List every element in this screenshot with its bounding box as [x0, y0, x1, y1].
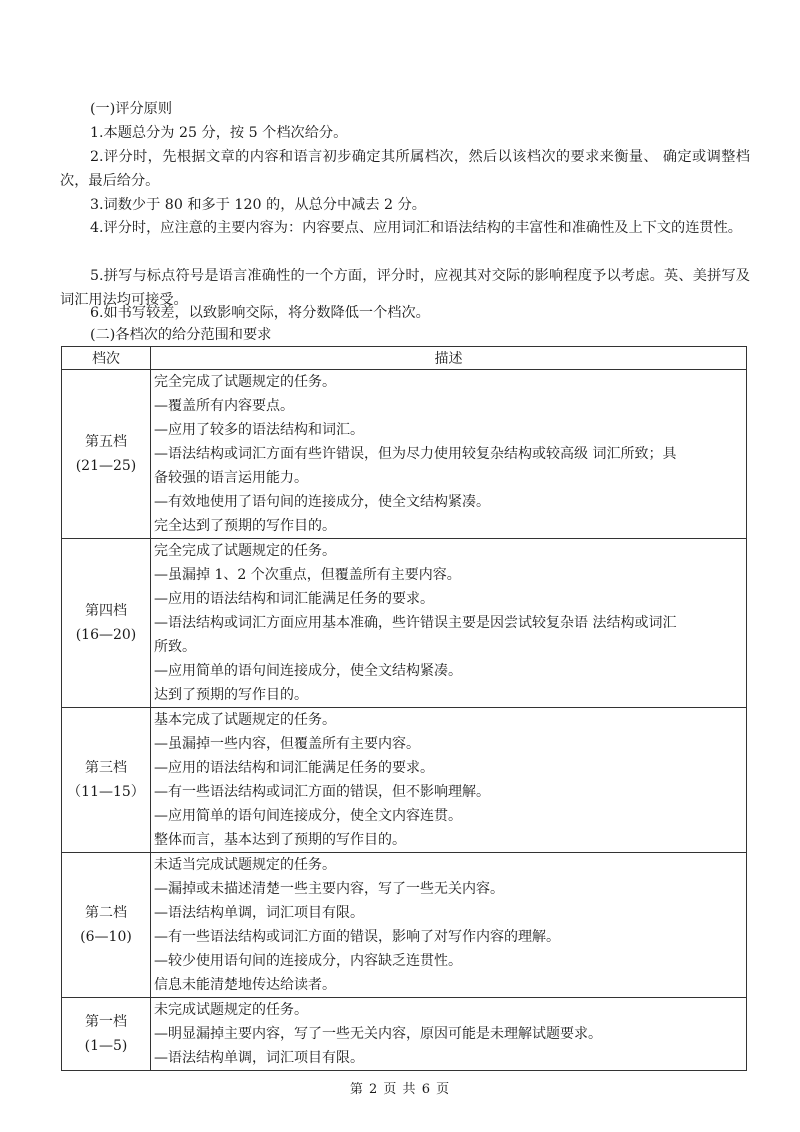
description-line: —语法结构或词汇方面有些许错误，但为尽力使用较复杂结构或较高级 词汇所致；具: [154, 446, 677, 462]
grade-cell: [62, 370, 151, 539]
grade-name: 第四档: [85, 603, 127, 619]
grade-range: （11—15）: [67, 784, 145, 800]
description-line: 完全达到了预期的写作目的。: [154, 518, 336, 534]
grade-cell: [62, 998, 151, 1071]
description-line: —应用了较多的语法结构和词汇。: [154, 422, 364, 438]
table-row: [62, 853, 747, 998]
description-line: —明显漏掉主要内容，写了一些无关内容，原因可能是未理解试题要求。: [154, 1026, 602, 1042]
description-line: 所致。: [154, 639, 196, 655]
description-line: —应用的语法结构和词汇能满足任务的要求。: [154, 760, 434, 776]
description-line: 备较强的语言运用能力。: [154, 470, 308, 486]
table-row: [62, 539, 747, 708]
description-line: —应用简单的语句间连接成分，使全文内容连贯。: [154, 808, 462, 824]
principle-3: 3.词数少于 80 和多于 120 的，从总分中减去 2 分。: [90, 197, 426, 213]
description-line: —虽漏掉 1、2 个次重点，但覆盖所有主要内容。: [154, 567, 461, 583]
header-description: 描述: [151, 347, 747, 370]
grade-cell: [62, 539, 151, 708]
description-line: 基本完成了试题规定的任务。: [154, 712, 336, 728]
description-line: —应用的语法结构和词汇能满足任务的要求。: [154, 591, 434, 607]
description-line: —语法结构单调，词汇项目有限。: [154, 1050, 364, 1066]
principle-6: 6.如书写较差，以致影响交际，将分数降低一个档次。: [90, 305, 430, 321]
description-cell: [151, 708, 747, 853]
description-line: —覆盖所有内容要点。: [154, 398, 294, 414]
principle-1: 1.本题总分为 25 分，按 5 个档次给分。: [90, 125, 348, 141]
header-grade: 档次: [62, 347, 151, 370]
grade-range: (6—10): [80, 929, 132, 945]
section-title-grade-ranges: (二)各档次的给分范围和要求: [90, 327, 272, 343]
grade-range: (21—25): [75, 458, 137, 474]
description-cell: [151, 853, 747, 998]
grading-table: [61, 346, 747, 1071]
grade-name: 第二档: [85, 905, 127, 921]
description-cell: [151, 539, 747, 708]
page-footer: 第 2 页 共 6 页: [349, 1082, 451, 1097]
description-line: 未完成试题规定的任务。: [154, 1002, 308, 1018]
section-title-scoring-principles: (一)评分原则: [90, 101, 173, 117]
description-line: 完全完成了试题规定的任务。: [154, 543, 336, 559]
description-line: —漏掉或未描述清楚一些主要内容，写了一些无关内容。: [154, 881, 504, 897]
description-line: —有效地使用了语句间的连接成分，使全文结构紧凑。: [154, 494, 490, 510]
grade-name: 第一档: [85, 1014, 127, 1030]
grade-name: 第五档: [85, 434, 127, 450]
table-row: [62, 708, 747, 853]
description-line: —较少使用语句间的连接成分，内容缺乏连贯性。: [154, 953, 462, 969]
description-line: 整体而言，基本达到了预期的写作目的。: [154, 832, 406, 848]
description-cell: [151, 998, 747, 1071]
grade-name: 第三档: [85, 760, 127, 776]
principle-2: 2.评分时，先根据文章的内容和语言初步确定其所属档次，然后以该档次的要求来衡量、 确定或调整档次，最后给分。: [60, 149, 750, 189]
description-line: —应用简单的语句间连接成分，使全文结构紧凑。: [154, 663, 462, 679]
principle-5: 5.拼写与标点符号是语言准确性的一个方面，评分时，应视其对交际的影响程度予以考虑。英、美拼写及词汇用法均可接受。: [60, 268, 750, 308]
principle-4: 4.评分时，应注意的主要内容为：内容要点、应用词汇和语法结构的丰富性和准确性及上下文的连贯性。: [90, 220, 742, 236]
description-line: —语法结构或词汇方面应用基本准确，些许错误主要是因尝试较复杂语 法结构或词汇: [154, 615, 677, 631]
table-row: [62, 998, 747, 1071]
grade-range: (1—5): [84, 1038, 128, 1054]
description-line: 信息未能清楚地传达给读者。: [154, 977, 336, 993]
description-line: 完全完成了试题规定的任务。: [154, 374, 336, 390]
table-row: [62, 370, 747, 539]
table-header-row: [62, 347, 747, 370]
description-line: —虽漏掉一些内容，但覆盖所有主要内容。: [154, 736, 420, 752]
description-line: —有一些语法结构或词汇方面的错误，但不影响理解。: [154, 784, 490, 800]
description-line: 达到了预期的写作目的。: [154, 687, 308, 703]
grade-cell: [62, 853, 151, 998]
description-cell: [151, 370, 747, 539]
grade-range: (16—20): [75, 627, 137, 643]
description-line: —语法结构单调，词汇项目有限。: [154, 905, 364, 921]
grade-cell: [62, 708, 151, 853]
description-line: 未适当完成试题规定的任务。: [154, 857, 336, 873]
description-line: —有一些语法结构或词汇方面的错误，影响了对写作内容的理解。: [154, 929, 560, 945]
